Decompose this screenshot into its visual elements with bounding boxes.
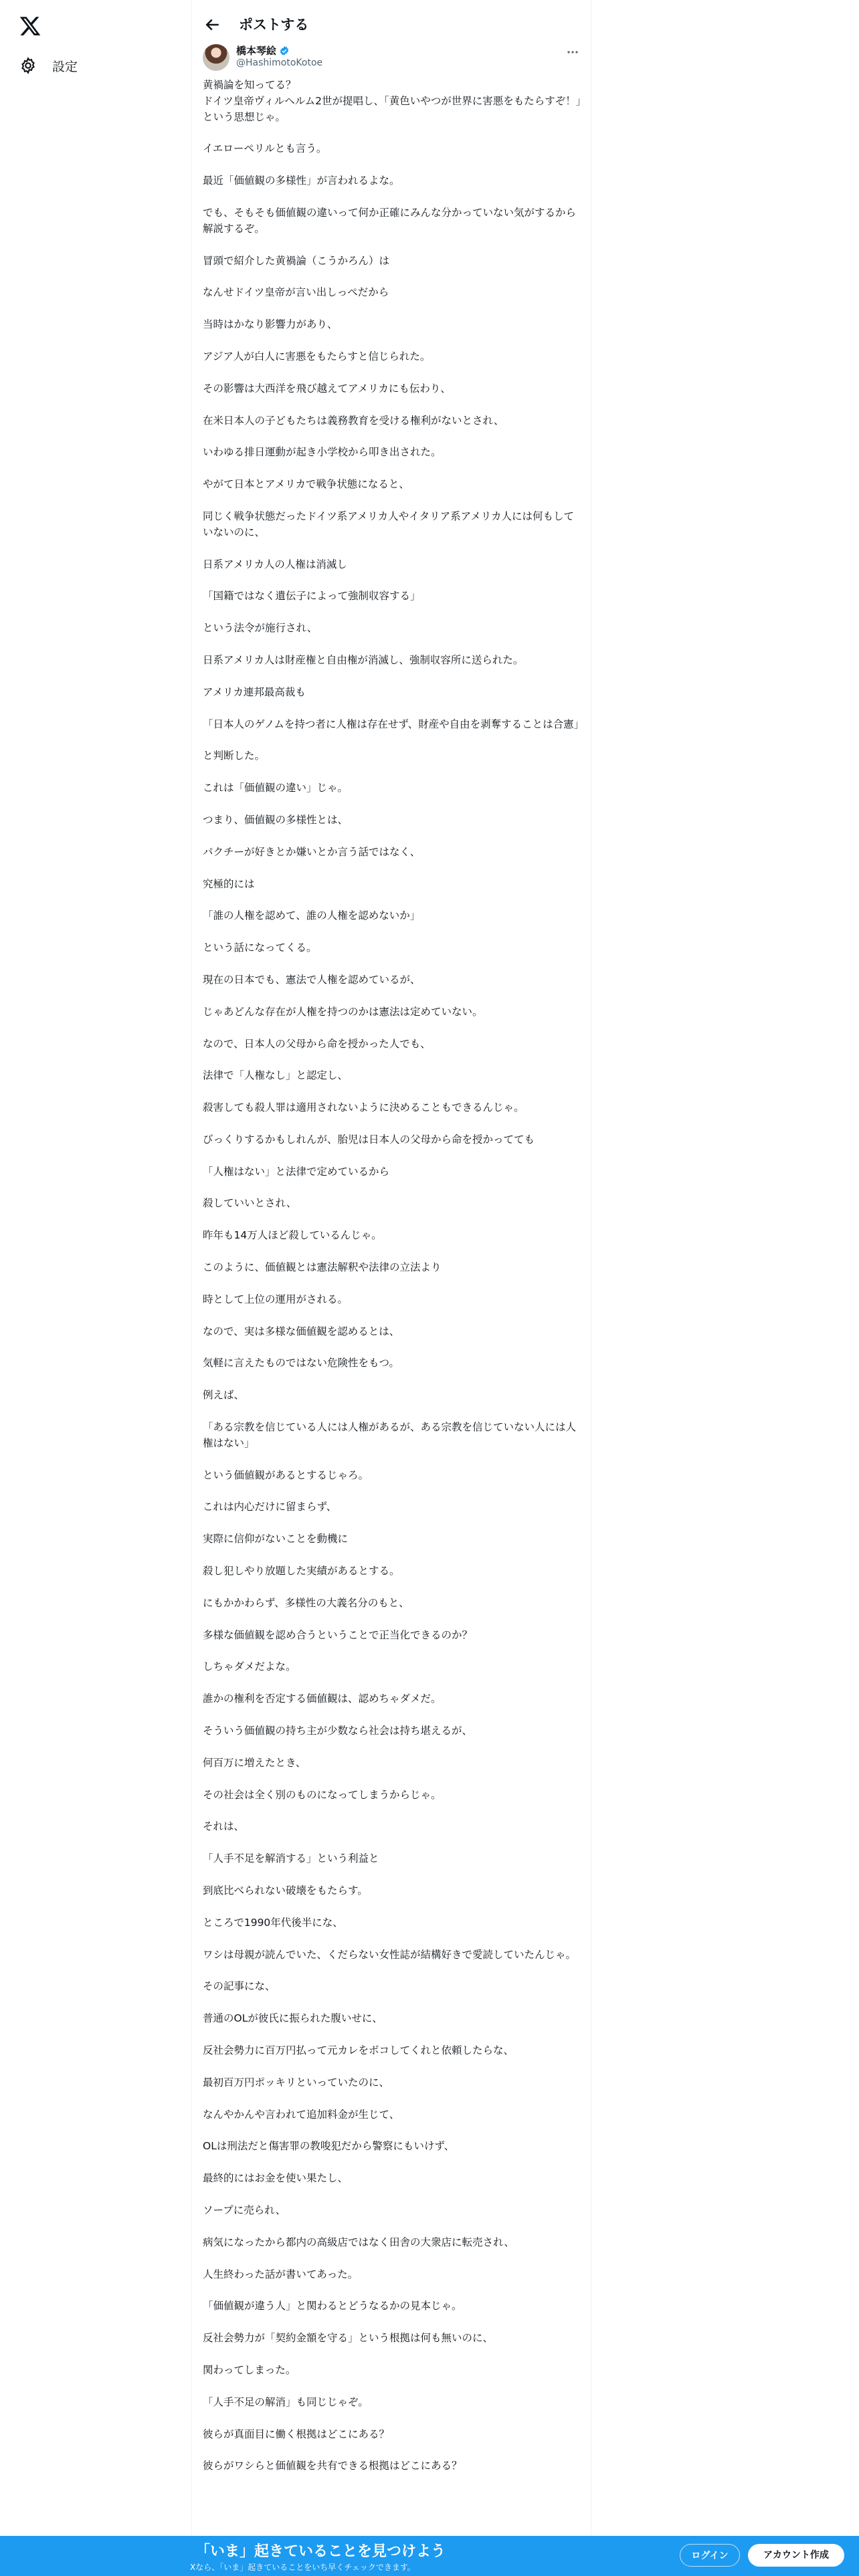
post-paragraph: パクチーが好きとか嫌いとか言う話ではなく、: [203, 845, 421, 858]
post-paragraph: 日系アメリカ人の人権は消滅し: [203, 558, 347, 570]
post-paragraph: 殺し犯しやり放題した実績があるとする。: [203, 1565, 400, 1578]
post-paragraph: 彼らが真面目に働く根拠はどこにある？: [203, 2428, 390, 2440]
post-paragraph: 「誰の人権を認めて、誰の人権を認めないか」: [203, 909, 421, 922]
post-paragraph: という話になってくる。: [203, 942, 317, 954]
post-paragraph: 「人権はない」と法律で定めているから: [203, 1165, 390, 1178]
post-paragraph: アジア人が白人に害悪をもたらすと信じられた。: [203, 350, 431, 362]
post-paragraph: 反社会勢力が「契約金額を守る」という根拠は何も無いのに、: [203, 2332, 494, 2345]
post-paragraph: イエローペリルとも言う。: [203, 142, 327, 155]
login-banner: [0, 2536, 859, 2576]
post-paragraph: なので、日本人の父母から命を授かった人でも、: [203, 1037, 431, 1050]
post-paragraph: 究極的には: [203, 877, 255, 890]
post-paragraph: 在米日本人の子どもたちは義務教育を受ける権利がないとされ、: [203, 414, 504, 427]
post-paragraph: なので、実は多様な価値観を認めるとは、: [203, 1325, 400, 1337]
post-paragraph: このように、価値観とは憲法解釈や法律の立法より: [203, 1261, 442, 1274]
post-paragraph: いわゆる排日運動が起き小学校から叩き出された。: [203, 446, 442, 459]
more-button[interactable]: [564, 45, 581, 59]
settings-link[interactable]: [19, 52, 78, 79]
post-paragraph: ワシは母親が読んでいた、くだらない女性誌が結構好きで愛読していたんじゃ。: [203, 1948, 577, 1961]
post-paragraph: 「人手不足を解消する」という利益と: [203, 1852, 379, 1865]
post-paragraph: びっくりするかもしれんが、胎児は日本人の父母から命を授かってても: [203, 1133, 535, 1146]
post-paragraph: これは内心だけに留まらず、: [203, 1501, 337, 1513]
post-paragraph: 「ある宗教を信じている人には人権があるが、ある宗教を信じていない人には人権はない」: [203, 1421, 577, 1449]
post-paragraph: 「人手不足の解消」も同じじゃぞ。: [203, 2395, 369, 2408]
post-paragraph: 気軽に言えたものではない危険性をもつ。: [203, 1357, 399, 1370]
post-paragraph: 例えば、: [203, 1389, 245, 1402]
post-paragraph: ソープに売られ、: [203, 2204, 286, 2216]
post-paragraph: でも、そもそも価値観の違いって何か正確にみんな分かっていない気がするから解説するぞ。: [203, 206, 577, 235]
post-paragraph: 病気になったから都内の高級店ではなく田舎の大衆店に転売され、: [203, 2236, 514, 2248]
post-paragraph: そういう価値観の持ち主が少数なら社会は持ち堪えるが、: [203, 1725, 473, 1737]
author-handle[interactable]: @HashimotoKotoe: [236, 58, 323, 68]
page-title: ポストする: [239, 17, 309, 33]
post-paragraph: 黄禍論を知ってる？ ドイツ皇帝ヴィルヘルム2世が提唱し、「黄色いやつが世界に害悪をもたらすぞ！」という思想じゃ。: [203, 79, 581, 123]
post-paragraph: という法令が施行され、: [203, 622, 318, 635]
author-name-row[interactable]: [236, 43, 290, 58]
settings-label: 設定: [52, 59, 78, 74]
gear-icon: [19, 56, 37, 75]
post-paragraph: 最近「価値観の多様性」が言われるよな。: [203, 175, 400, 187]
post-paragraph: つまり、価値観の多様性とは、: [203, 813, 349, 826]
post-paragraph: 彼らがワシらと価値観を共有できる根拠はどこにある？: [203, 2460, 462, 2472]
post-paragraph: ところで1990年代後半にな、: [203, 1916, 343, 1929]
post-header: [192, 41, 591, 74]
post-paragraph: 何百万に増えたとき、: [203, 1756, 306, 1769]
banner-subtitle: Xなら、「いま」起きていることをいち早くチェックできます。: [190, 2563, 415, 2572]
more-horizontal-icon: [564, 45, 581, 59]
post-paragraph: 「価値観が違う人」と関わるとどうなるかの見本じゃ。: [203, 2300, 462, 2313]
post-paragraph: と判断した。: [203, 750, 266, 762]
post-paragraph: 日系アメリカ人は財産権と自由権が消滅し、強制収容所に送られた。: [203, 653, 524, 666]
post-paragraph: 当時はかなり影響力があり、: [203, 318, 338, 331]
main-column: [191, 0, 591, 2576]
post-paragraph: 最初百万円ポッキリといっていたのに、: [203, 2076, 390, 2088]
post-paragraph: その記事にな、: [203, 1980, 276, 1993]
post-paragraph: アメリカ連邦最高裁も: [203, 685, 306, 698]
post-paragraph: なんやかんや言われて追加料金が生じて、: [203, 2108, 400, 2121]
post-paragraph: 最終的にはお金を使い果たし、: [203, 2172, 349, 2185]
post-paragraph: 普通のOLが彼氏に振られた腹いせに、: [203, 2012, 383, 2025]
post-paragraph: 到底比べられない破壊をもたらす。: [203, 1885, 368, 1897]
avatar[interactable]: [203, 44, 229, 71]
author-name: 橋本琴絵: [236, 45, 277, 57]
left-navigation: [0, 0, 191, 2576]
post-paragraph: その影響は大西洋を飛び越えてアメリカにも伝わり、: [203, 382, 451, 395]
post-paragraph: 「国籍ではなく遺伝子によって強制収容する」: [203, 590, 421, 603]
signup-button[interactable]: アカウント作成: [748, 2544, 844, 2567]
post-paragraph: その社会は全く別のものになってしまうからじゃ。: [203, 1788, 442, 1801]
post-paragraph: 昨年も14万人ほど殺しているんじゃ。: [203, 1229, 382, 1242]
post-paragraph: 反社会勢力に百万円払って元カレをボコしてくれと依頼したらな、: [203, 2044, 514, 2056]
post-paragraph: しちゃダメだよな。: [203, 1660, 296, 1673]
post-paragraph: 現在の日本でも、憲法で人権を認めているが、: [203, 973, 421, 986]
banner-title: 「いま」起きていることを見つけよう: [195, 2543, 446, 2560]
x-logo-icon[interactable]: [19, 15, 41, 37]
post-paragraph: やがて日本とアメリカで戦争状態になると、: [203, 478, 409, 491]
post-paragraph: 人生終わった話が書いてあった。: [203, 2268, 359, 2280]
post-paragraph: という価値観があるとするじゃろ。: [203, 1469, 369, 1481]
post-paragraph: これは「価値観の違い」じゃ。: [203, 782, 349, 794]
post-paragraph: じゃあどんな存在が人権を持つのかは憲法は定めていない。: [203, 1005, 483, 1018]
post-paragraph: 殺していいとされ、: [203, 1197, 297, 1210]
post-paragraph: 関わってしまった。: [203, 2363, 296, 2376]
post-paragraph: 多様な価値観を認め合うということで正当化できるのか？: [203, 1628, 473, 1641]
post-text: [203, 78, 585, 2490]
post-paragraph: 冒頭で紹介した黄禍論（こうかろん）は: [203, 254, 390, 267]
post-paragraph: にもかかわらず、多様性の大義名分のもと、: [203, 1596, 409, 1609]
post-paragraph: それは、: [203, 1820, 245, 1833]
post-paragraph: 誰かの権利を否定する価値観は、認めちゃダメだ。: [203, 1693, 442, 1705]
post-paragraph: 時として上位の運用がされる。: [203, 1293, 349, 1305]
post-paragraph: 同じく戦争状態だったドイツ系アメリカ人やイタリア系アメリカ人には何もしていないのに、: [203, 510, 575, 538]
login-button[interactable]: ログイン: [680, 2544, 740, 2567]
back-button[interactable]: [203, 15, 223, 35]
post-paragraph: OLは刑法だと傷害罪の教唆犯だから警察にもいけず、: [203, 2140, 455, 2153]
post-paragraph: なんせドイツ皇帝が言い出しっぺだから: [203, 286, 389, 299]
post-paragraph: 「日本人のゲノムを持つ者に人権は存在せず、財産や自由を剥奪することは合憲」: [203, 718, 585, 730]
arrow-left-icon: [203, 15, 223, 35]
post-paragraph: 実際に信仰がないことを動機に: [203, 1533, 349, 1545]
post-paragraph: 殺害しても殺人罪は適用されないように決めることもできるんじゃ。: [203, 1101, 524, 1114]
verified-badge-icon: [279, 45, 290, 56]
post-paragraph: 法律で「人権なし」と認定し、: [203, 1069, 349, 1082]
